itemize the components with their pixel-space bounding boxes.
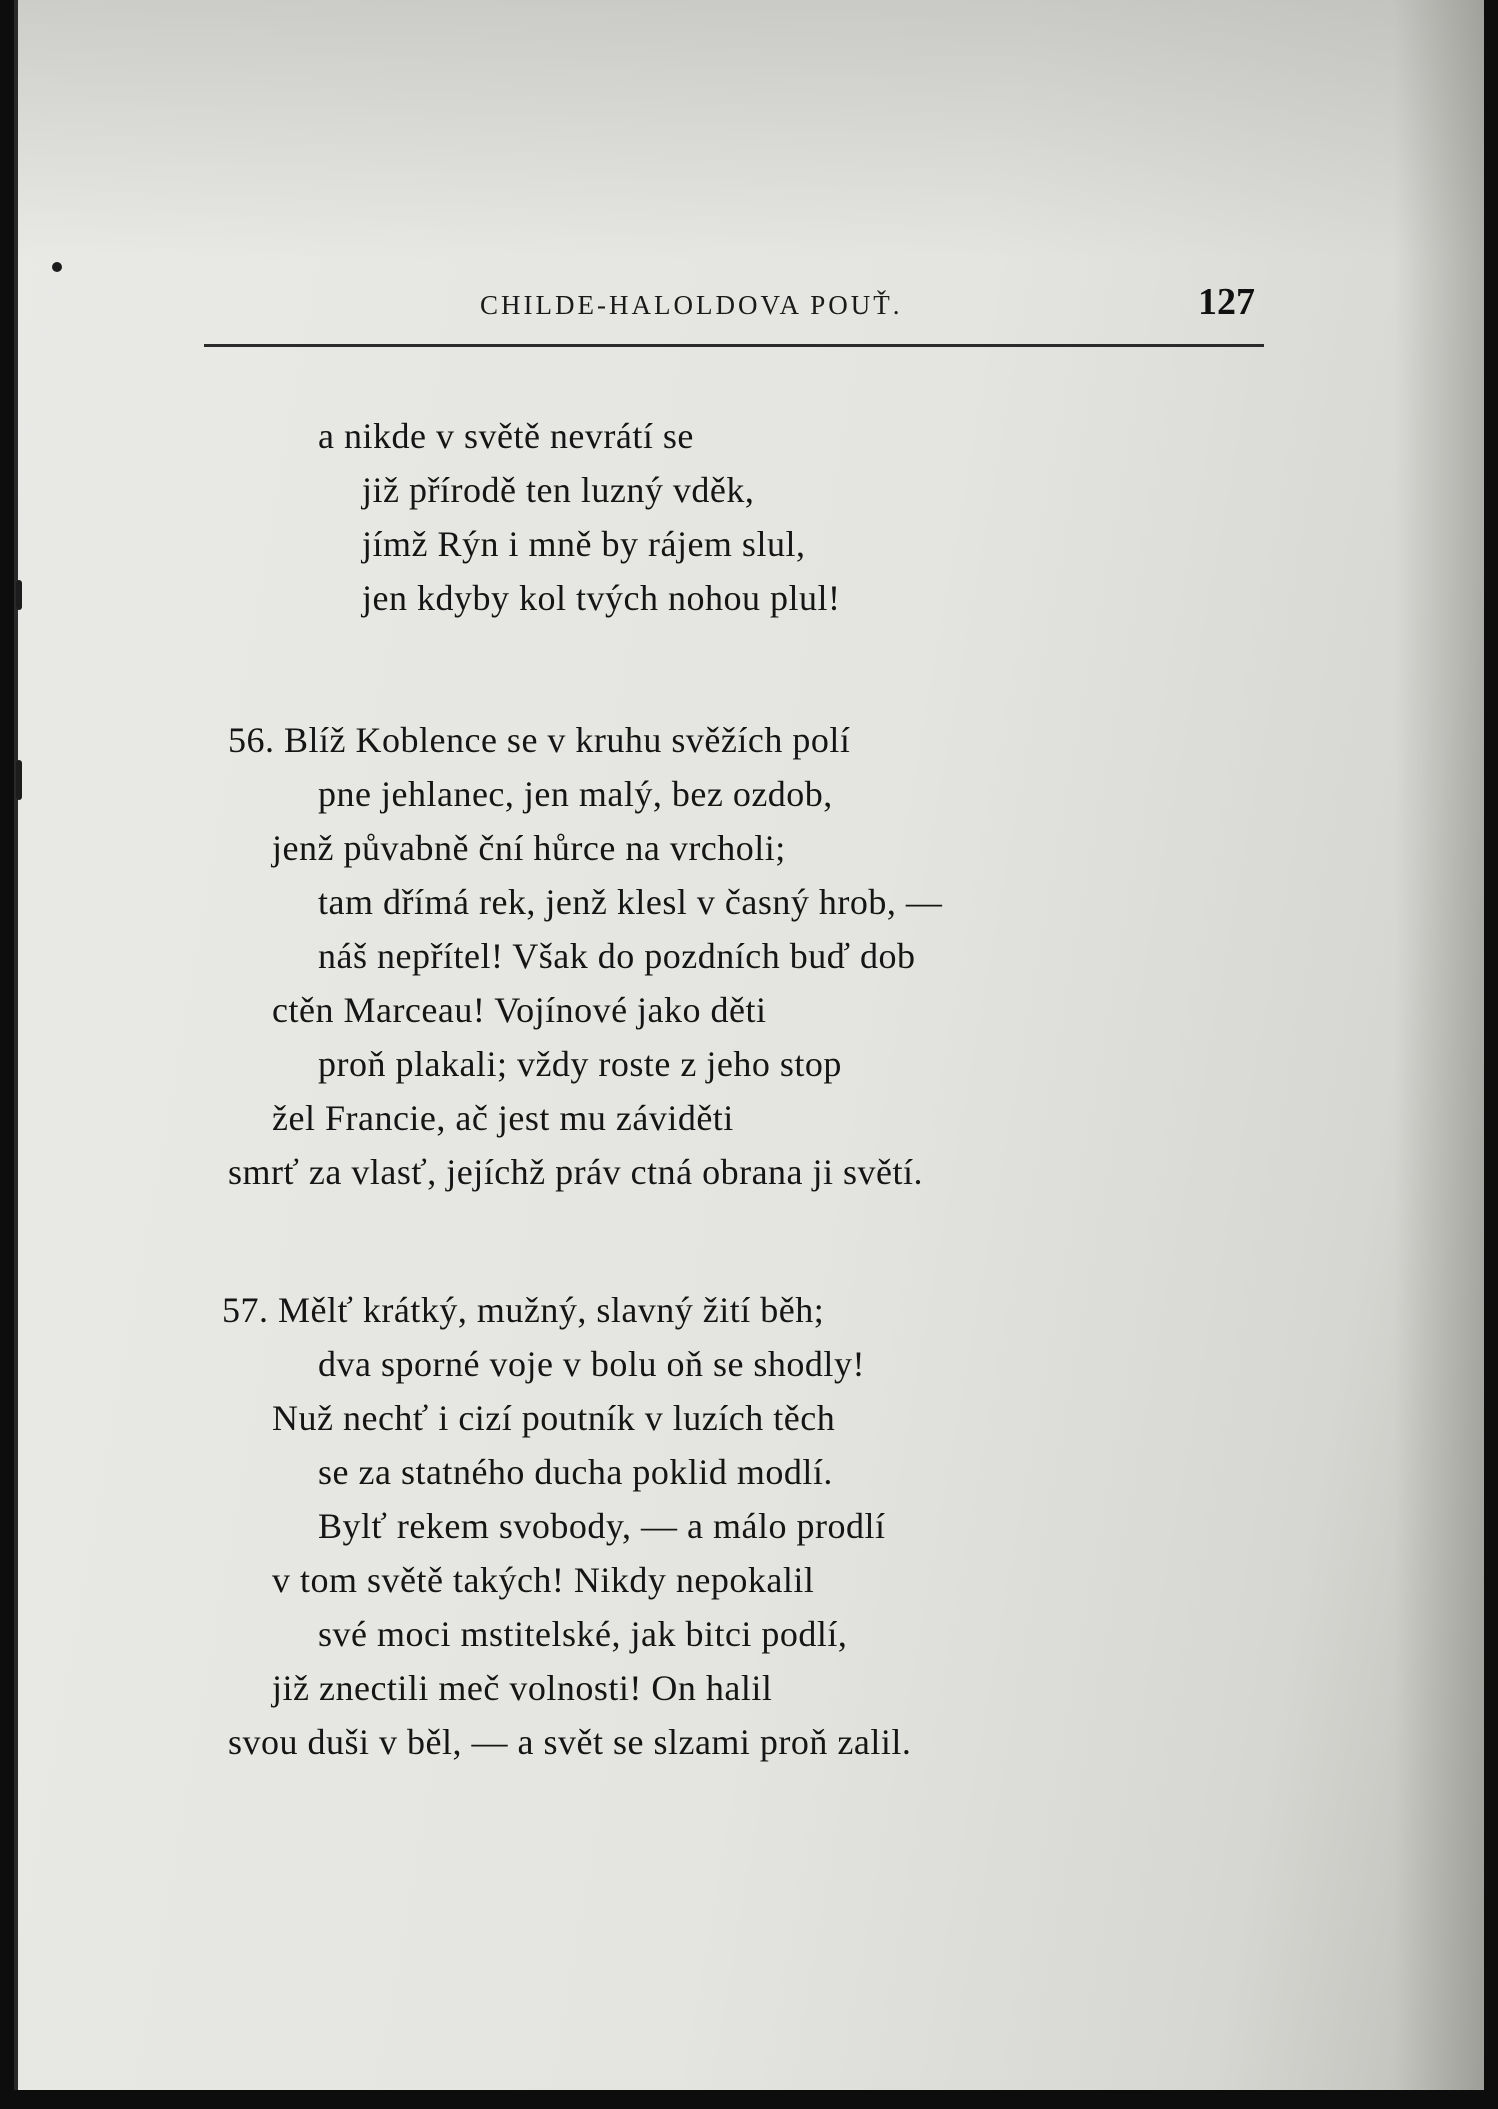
verse-line: 56. Blíž Koblence se v kruhu svěžích polí xyxy=(228,720,851,760)
verse-line: náš nepřítel! Však do pozdních buď dob xyxy=(318,936,916,976)
header-rule xyxy=(204,344,1264,347)
verse-line: pne jehlanec, jen malý, bez ozdob, xyxy=(318,774,833,814)
verse-line: se za statného ducha poklid modlí. xyxy=(318,1452,833,1492)
verse-line: tam dřímá rek, jenž klesl v časný hrob, — xyxy=(318,882,943,922)
verse-line: v tom světě takých! Nikdy nepokalil xyxy=(272,1560,815,1600)
verse-line: již přírodě ten luzný vděk, xyxy=(362,470,755,510)
verse-line: již znectili meč volnosti! On halil xyxy=(272,1668,773,1708)
book-page xyxy=(14,0,1484,2090)
verse-line: smrť za vlasť, jejíchž práv ctná obrana ji světí. xyxy=(228,1152,924,1192)
verse-line: 57. Mělť krátký, mužný, slavný žití běh; xyxy=(222,1290,825,1330)
scan-speck xyxy=(16,580,22,610)
verse-line: ctěn Marceau! Vojínové jako děti xyxy=(272,990,767,1030)
verse-line: jenž půvabně ční hůrce na vrcholi; xyxy=(272,828,786,868)
verse-line: Bylť rekem svobody, — a málo prodlí xyxy=(318,1506,886,1546)
running-head-title: CHILDE-HALOLDOVA POUŤ. xyxy=(480,290,903,320)
verse-line: Nuž nechť i cizí poutník v luzích těch xyxy=(272,1398,836,1438)
verse-line: a nikde v světě nevrátí se xyxy=(318,416,694,456)
verse-line: své moci mstitelské, jak bitci podlí, xyxy=(318,1614,848,1654)
running-head xyxy=(14,281,1484,326)
scan-speck xyxy=(16,760,22,800)
verse-line: žel Francie, ač jest mu záviděti xyxy=(272,1098,734,1138)
page-number: 127 xyxy=(1198,281,1255,323)
verse-line: jen kdyby kol tvých nohou plul! xyxy=(362,578,841,618)
verse-line: proň plakali; vždy roste z jeho stop xyxy=(318,1044,842,1084)
verse-line: svou duši v běl, — a svět se slzami proň zalil. xyxy=(228,1722,912,1762)
verse-line: jímž Rýn i mně by rájem slul, xyxy=(362,524,806,564)
scan-speck xyxy=(52,262,62,272)
verse-line: dva sporné voje v bolu oň se shodly! xyxy=(318,1344,865,1384)
